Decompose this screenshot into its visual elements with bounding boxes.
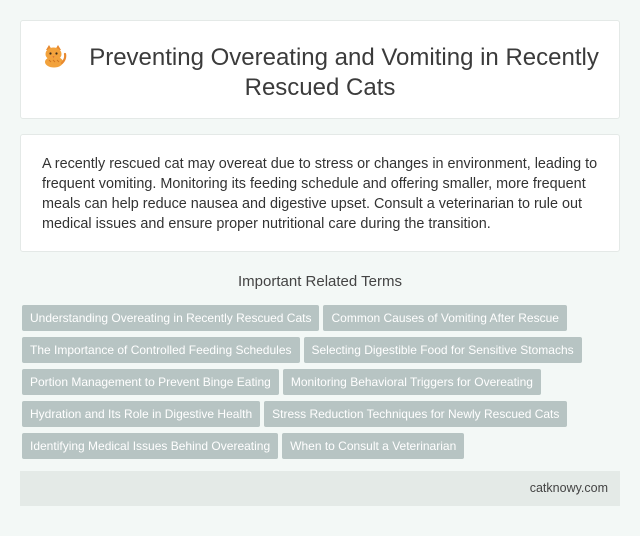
site-link[interactable]: catknowy.com: [529, 481, 608, 495]
footer: [20, 471, 620, 506]
term-tag[interactable]: Selecting Digestible Food for Sensitive Stomachs: [304, 337, 582, 363]
term-tag[interactable]: Hydration and Its Role in Digestive Health: [22, 401, 260, 427]
term-row: [22, 369, 622, 395]
title-card: [20, 20, 620, 119]
term-tag[interactable]: Understanding Overeating in Recently Rescued Cats: [22, 305, 319, 331]
cat-icon: [41, 43, 67, 69]
description-text: A recently rescued cat may overeat due to stress or changes in environment, leading to frequent vomiting. Monitoring its feeding schedule and offering smaller, more frequent meals can help reduce nausea and digestive upset. Consult a veterinarian to rule out medical issues and ensure proper nutritional care during the transition.: [42, 156, 598, 232]
page-title-text: Preventing Overeating and Vomiting in Recently Rescued Cats: [89, 44, 599, 101]
term-tag[interactable]: The Importance of Controlled Feeding Schedules: [22, 337, 300, 363]
page-title: [21, 43, 619, 103]
term-tag[interactable]: Monitoring Behavioral Triggers for Overeating: [283, 369, 541, 395]
term-row: [22, 433, 622, 459]
term-row: [22, 305, 622, 331]
related-terms-heading: Important Related Terms: [238, 273, 402, 290]
description-card: [20, 134, 620, 252]
term-tag[interactable]: Common Causes of Vomiting After Rescue: [323, 305, 566, 331]
term-row: [22, 401, 622, 427]
term-tag[interactable]: When to Consult a Veterinarian: [282, 433, 464, 459]
related-terms-list: [22, 305, 622, 465]
term-tag[interactable]: Stress Reduction Techniques for Newly Rescued Cats: [264, 401, 567, 427]
term-tag[interactable]: Identifying Medical Issues Behind Overeating: [22, 433, 278, 459]
term-row: [22, 337, 622, 363]
term-tag[interactable]: Portion Management to Prevent Binge Eating: [22, 369, 279, 395]
